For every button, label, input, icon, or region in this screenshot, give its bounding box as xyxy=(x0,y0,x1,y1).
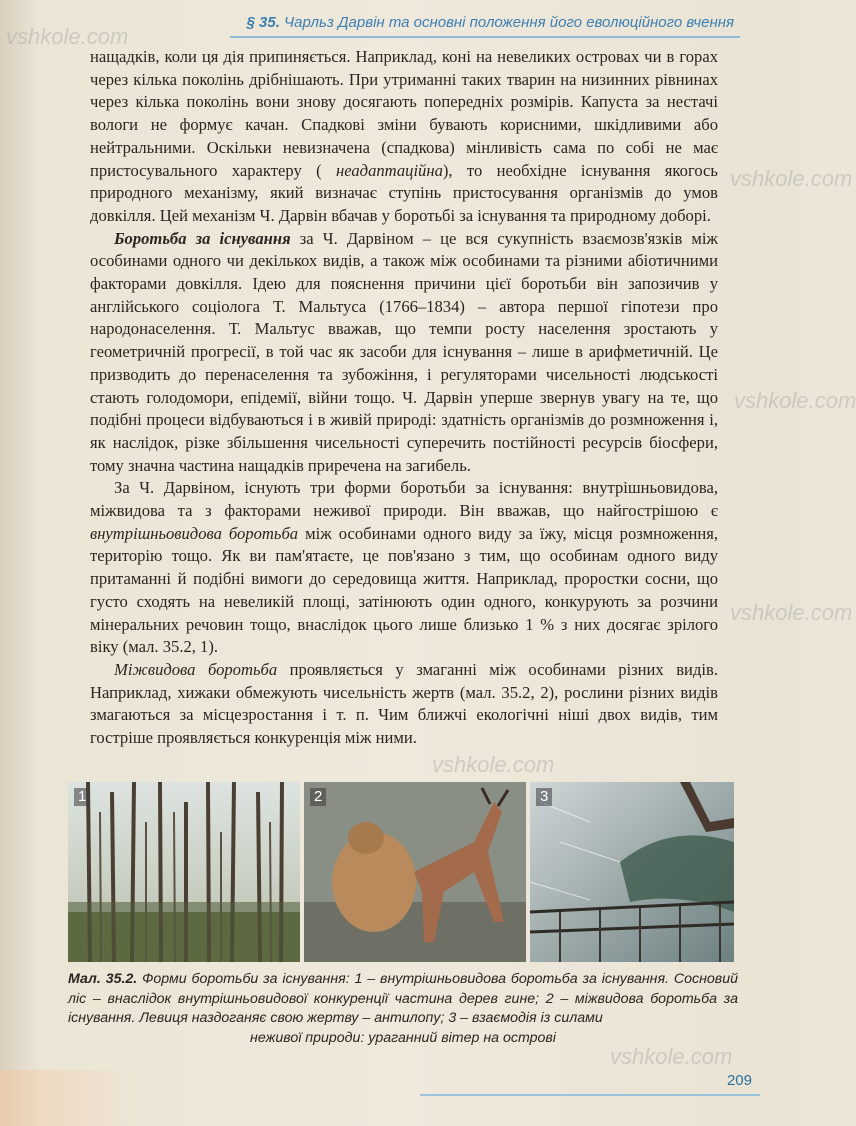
body-text xyxy=(90,46,718,750)
watermark-3: vshkole.com xyxy=(734,388,856,413)
paragraph-1: нащадків, коли ця дія припиняється. Наприклад, коні на невеликих островах чи в горах через кілька поколінь дрібнішають. При утриманні таких тварин на низинних рівнинах через кілька поколінь вони знову досягають попередніх розмірів. Капуста за нестачі вологи не формує качан. Спадкові зміни бувають корисними, шкідливими або нейтральними. Оскільки невизначена (спадкова) мінливість сама по собі не має пристосувального характеру ( неадаптаційна), то необхідне існування якогось природного механізму, який визначає ступінь пристосування організмів до умов довкілля. Цей механізм Ч. Дарвін вбачав у боротьбі за існування та природному доборі. xyxy=(90,47,718,225)
term-nonadaptive: неадаптаційна xyxy=(336,160,443,180)
header-rule xyxy=(230,36,740,38)
paragraph-3: За Ч. Дарвіном, існують три форми боротьби за існування: внутрішньовидова, міжвидова та з факторами неживої природи. Він вважав, що найгострішою є внутрішньовидова боротьба між особинами одного виду за їжу, місця розмноження, територію тощо. Як ви пам'ятаєте, це пов'язано з тим, що особинам одного виду притаманні й подібні вимоги до середовища життя. Наприклад, проростки сосни, що густо сходять на невеликій площі, затінюють один одного, конкурують за розчини мінеральних речовин тощо, внаслідок цього лише близько 1 % з них досягає зрілого віку (мал. 35.2, 1). xyxy=(90,478,718,657)
corner-decoration xyxy=(0,1070,140,1126)
term-struggle: Боротьба за існування xyxy=(114,228,291,248)
paragraph-2: Боротьба за існування за Ч. Дарвіном – це вся сукупність взаємозв'язків між особинами одного чи декількох видів, а також між особинами та різними абіотичними факторами довкілля. Ідею для пояснення причини цієї боротьби він запозичив у англійського соціолога Т. Мальтуса (1766–1834) – автора першої гіпотези про народонаселення. Т. Мальтус вважав, що темпи росту населення зростають у геометричній прогресії, в той час як засоби для існування – лише в арифметичній. Це призводить до перенаселення та зубожіння, і регуляторами чисельності людськості стають голодомори, епідемії, війни тощо. Ч. Дарвін уперше звернув увагу на те, що подібні процеси відбуваються і в живій природі: здатність організмів до розмноження і, як наслідок, різке збільшення чисельності суперечить постійності ресурсів біосфери, тому значна частина нащадків приречена на загибель. xyxy=(90,228,718,475)
page-number: 209 xyxy=(726,1072,752,1089)
photo-hurricane xyxy=(530,782,734,962)
caption-label: Мал. 35.2. xyxy=(68,971,138,987)
photo-label-3: 3 xyxy=(536,788,552,806)
footer-rule xyxy=(420,1094,760,1096)
section-number: § 35. xyxy=(246,14,280,31)
watermark-1: vshkole.com xyxy=(6,24,129,49)
section-title: Чарльз Дарвін та основні положення його еволюційного вчення xyxy=(284,14,734,31)
figure-35-2 xyxy=(68,782,734,962)
watermark-5: vshkole.com xyxy=(432,752,555,777)
figure-caption xyxy=(68,970,738,1048)
photo-label-1: 1 xyxy=(74,788,90,806)
term-intraspecific: внутрішньовидова боротьба xyxy=(90,523,299,543)
running-header xyxy=(210,14,734,31)
watermark-2: vshkole.com xyxy=(730,166,853,191)
photo-pine-forest xyxy=(68,782,300,962)
term-interspecific: Міжвидова боротьба xyxy=(114,659,278,679)
caption-text-end: неживої природи: ураганний вітер на острові xyxy=(250,1029,556,1046)
watermark-6: vshkole.com xyxy=(610,1044,733,1069)
caption-text: Форми боротьби за існування: 1 – внутрішньовидова боротьба за існування. Сосновий ліс – внаслідок внутрішньовидової конкуренції частина дерев гине; 2 – міжвидова боротьба за існування. Левиця наздоганяє свою жертву – антилопу; 3 – взаємодія із силами xyxy=(68,971,738,1026)
watermark-4: vshkole.com xyxy=(730,600,853,625)
photo-lioness-antelope xyxy=(304,782,526,962)
paragraph-4: Міжвидова боротьба проявляється у змаганні між особинами різних видів. Наприклад, хижаки обмежують чисельність жертв (мал. 35.2, 2), рослини різних видів змагаються за місцезростання і т. п. Чим ближчі екологічні ніші двох видів, тим гостріше проявляється конкуренція між ними. xyxy=(90,659,718,748)
photo-label-2: 2 xyxy=(310,788,326,806)
